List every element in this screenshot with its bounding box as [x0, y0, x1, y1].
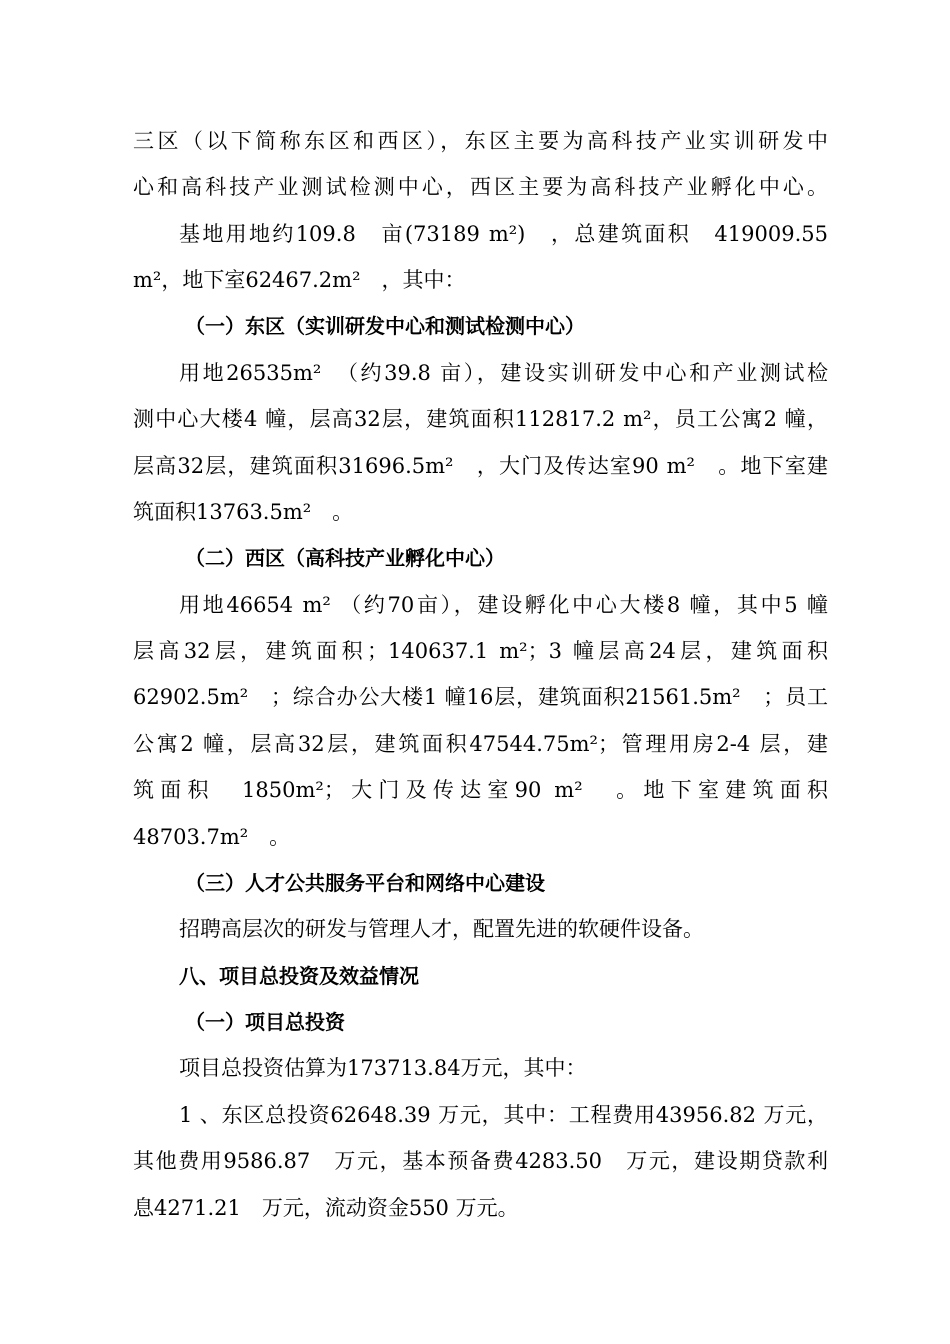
- paragraph-line: 公寓2 幢，层高32层，建筑面积47544.75m²；管理用房2-4 层，建: [133, 732, 828, 756]
- paragraph-line: 项目总投资估算为173713.84万元，其中：: [179, 1056, 587, 1080]
- section-heading-total-investment: （一）项目总投资: [185, 1010, 345, 1034]
- paragraph-line: 62902.5m² ；综合办公大楼1 幢16层，建筑面积21561.5m² ；员工: [133, 685, 828, 709]
- paragraph-line: 其他费用9586.87 万元，基本预备费4283.50 万元，建设期贷款利: [133, 1149, 828, 1173]
- paragraph-line: 1 、东区总投资62648.39 万元，其中：工程费用43956.82 万元，: [179, 1103, 828, 1127]
- chapter-heading-investment: 八、项目总投资及效益情况: [179, 964, 419, 988]
- paragraph-line: 筑面积13763.5m² 。: [133, 500, 354, 524]
- paragraph-line: 测中心大楼4 幢，层高32层，建筑面积112817.2 m²，员工公寓2 幢，: [133, 407, 828, 431]
- paragraph-line: 用地26535m² （约39.8 亩），建设实训研发中心和产业测试检: [179, 361, 828, 385]
- section-heading-west: （二）西区（高科技产业孵化中心）: [185, 546, 505, 570]
- section-heading-talent: （三）人才公共服务平台和网络中心建设: [185, 871, 545, 895]
- paragraph-line: 筑面积 1850m²；大门及传达室90 m² 。地下室建筑面积: [133, 778, 828, 802]
- paragraph-line: 基地用地约109.8 亩(73189 m²) ，总建筑面积 419009.55: [179, 222, 828, 246]
- paragraph-line: 三区（以下简称东区和西区），东区主要为高科技产业实训研发中: [133, 129, 828, 153]
- paragraph-line: 心和高科技产业测试检测中心，西区主要为高科技产业孵化中心。: [133, 175, 828, 199]
- paragraph-line: 层高32层，建筑面积；140637.1 m²；3 幢层高24层，建筑面积: [133, 639, 828, 663]
- paragraph-line: m²，地下室62467.2m² ，其中：: [133, 268, 466, 292]
- section-heading-east: （一）东区（实训研发中心和测试检测中心）: [185, 314, 585, 338]
- paragraph-line: 48703.7m² 。: [133, 825, 291, 849]
- paragraph-line: 层高32层，建筑面积31696.5m² ，大门及传达室90 m² 。地下室建: [133, 454, 828, 478]
- paragraph-line: 招聘高层次的研发与管理人才，配置先进的软硬件设备。: [179, 917, 704, 941]
- paragraph-line: 用地46654 m² （约70亩），建设孵化中心大楼8 幢，其中5 幢: [179, 593, 828, 617]
- paragraph-line: 息4271.21 万元，流动资金550 万元。: [133, 1196, 519, 1220]
